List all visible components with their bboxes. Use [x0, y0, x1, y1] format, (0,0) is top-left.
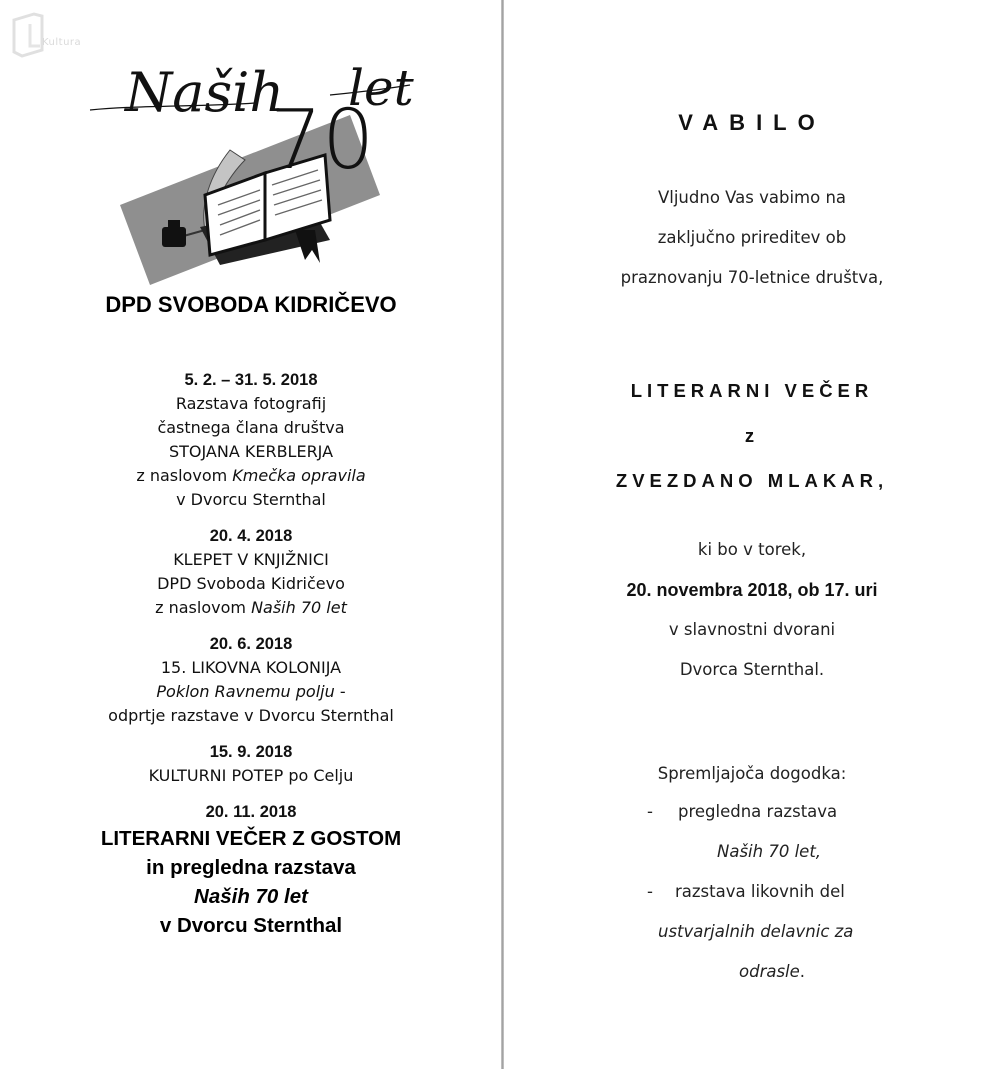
logo-number-70: 70 — [270, 93, 375, 188]
main-event-line: ZVEZDANO MLAKAR, — [615, 470, 889, 491]
detail-line: Dvorca Sternthal. — [679, 660, 825, 679]
intro-line: zaključno prireditev ob — [657, 228, 847, 247]
event-title-italic: Poklon Ravnemu polju — [156, 682, 335, 701]
list-item — [504, 794, 1000, 834]
event-line: častnega člana društva — [157, 418, 345, 437]
logo-script-let: let — [348, 59, 414, 117]
event-line: STOJANA KERBLERJA — [168, 442, 334, 461]
main-event-line: LITERARNI VEČER — [630, 380, 874, 401]
event-line — [0, 680, 502, 704]
detail-line: v slavnostni dvorani — [668, 620, 836, 639]
organization-name: DPD SVOBODA KIDRIČEVO — [105, 292, 397, 317]
event-line — [0, 882, 502, 911]
bullet-dash: - — [647, 802, 653, 821]
event-details — [504, 530, 1000, 690]
list-item-italic: odrasle — [739, 962, 800, 981]
accompanying-heading — [504, 754, 1000, 794]
event-title-italic: Naših 70 let — [194, 885, 308, 908]
event-line-suffix: - — [334, 682, 346, 701]
watermark-icon — [8, 10, 68, 58]
event-date: 5. 2. – 31. 5. 2018 — [184, 371, 318, 389]
invitation-panel — [504, 0, 1000, 1069]
list-item-continuation — [504, 914, 1000, 954]
events-list — [0, 368, 502, 952]
event-line: odprtje razstave v Dvorcu Sternthal — [108, 706, 394, 725]
list-item-continuation — [504, 834, 1000, 874]
accompanying-list — [504, 794, 1000, 994]
event-line — [0, 596, 502, 620]
list-item — [504, 874, 1000, 914]
event-item — [0, 368, 502, 512]
watermark-text: Kultura — [42, 37, 82, 48]
event-date: 20. 11. 2018 — [205, 803, 297, 821]
intro-line: Vljudno Vas vabimo na — [657, 188, 847, 207]
logo-script-nasih: Naših — [125, 61, 285, 124]
event-line: KULTURNI POTEP po Celju — [148, 766, 354, 785]
main-event-line: z — [744, 425, 760, 446]
accompanying-heading-text: Spremljajoča dogodka: — [657, 764, 847, 783]
event-date: 20. 4. 2018 — [209, 527, 293, 545]
list-item-italic-tail — [739, 962, 805, 981]
event-item — [0, 524, 502, 620]
event-line-prefix: z naslovom — [136, 466, 233, 485]
event-line: LITERARNI VEČER Z GOSTOM — [100, 827, 402, 850]
list-item-italic: ustvarjalnih delavnic za — [658, 922, 854, 941]
event-date: 20. 6. 2018 — [209, 635, 293, 653]
event-line: KLEPET V KNJIŽNICI — [173, 550, 329, 569]
intro-line: praznovanju 70-letnice društva, — [620, 268, 884, 287]
bullet-dash: - — [647, 882, 653, 901]
event-item — [0, 632, 502, 728]
event-item-highlight — [0, 800, 502, 940]
list-item-text: razstava likovnih del — [675, 882, 845, 901]
list-item-italic: Naših 70 let, — [717, 842, 822, 861]
detail-date-line: 20. novembra 2018, ob 17. uri — [626, 580, 878, 600]
list-item-text: pregledna razstava — [678, 802, 838, 821]
list-item-continuation — [504, 954, 1000, 994]
event-title-italic: Naših 70 let — [251, 598, 347, 617]
event-date: 15. 9. 2018 — [209, 743, 293, 761]
event-line: v Dvorcu Sternthal — [176, 490, 326, 509]
event-line: 15. LIKOVNA KOLONIJA — [160, 658, 342, 677]
invitation-intro — [504, 178, 1000, 298]
watermark-logo — [8, 10, 108, 58]
event-title-italic: Kmečka opravila — [232, 466, 366, 485]
event-line: v Dvorcu Sternthal — [159, 914, 343, 937]
event-line: Razstava fotografij — [175, 394, 327, 413]
invitation-title: VABILO — [678, 110, 826, 135]
event-line-prefix: z naslovom — [155, 598, 252, 617]
list-item-period: . — [799, 962, 806, 981]
event-item — [0, 740, 502, 788]
event-line — [0, 464, 502, 488]
event-line: DPD Svoboda Kidričevo — [157, 574, 345, 593]
event-line: in pregledna razstava — [146, 856, 356, 879]
detail-line: ki bo v torek, — [697, 540, 807, 559]
main-event-title — [504, 368, 1000, 503]
anniversary-logo — [80, 55, 440, 290]
